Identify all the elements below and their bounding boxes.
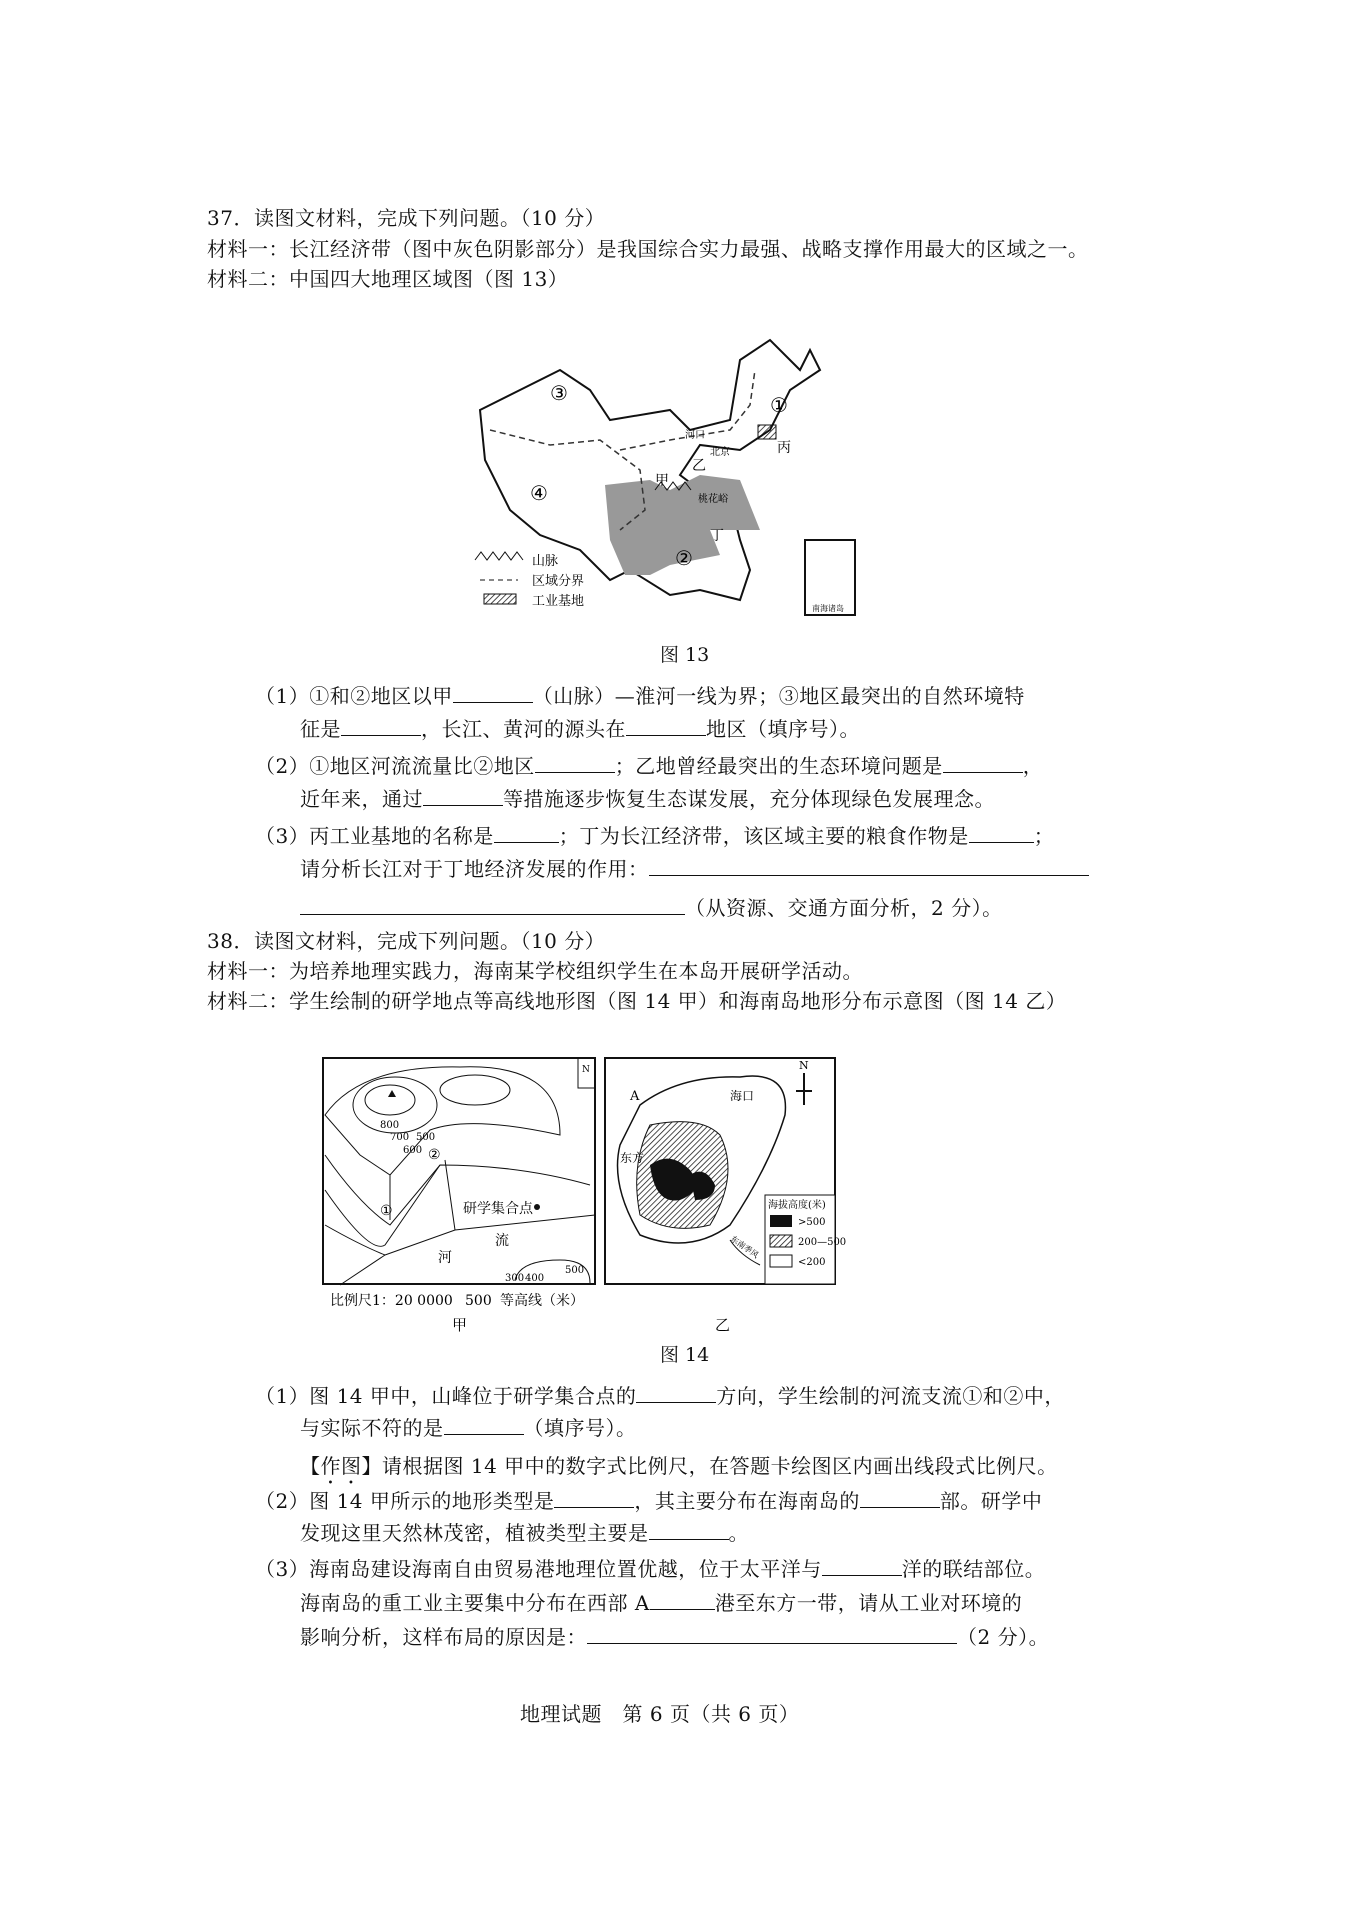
- label-jia: 甲: [655, 473, 669, 489]
- contour-label: 500: [565, 1265, 585, 1276]
- answer-blank[interactable]: [649, 1521, 729, 1540]
- answer-blank[interactable]: [300, 896, 685, 915]
- fig13-caption: 图 13: [660, 644, 710, 666]
- q38-material2: 材料二：学生绘制的研学地点等高线地形图（图 14 甲）和海南岛地形分布示意图（图 14 乙）: [207, 989, 1067, 1013]
- branch-2-label: ②: [428, 1147, 441, 1163]
- label-yi: 乙: [692, 458, 706, 474]
- q37-material1: 材料一：长江经济带（图中灰色阴影部分）是我国综合实力最强、战略支撑作用最大的区域之一。: [207, 237, 1089, 261]
- meeting-point-marker: [534, 1204, 540, 1210]
- q38-part3-line3: 影响分析，这样布局的原因是： （2 分）。: [300, 1625, 1050, 1649]
- legend-industrial: 工业基地: [532, 594, 585, 609]
- q37-part1-line1: （1）①和②地区以甲 （山脉）—淮河一线为界；③地区最突出的自然环境特: [255, 684, 1025, 708]
- contour-legend-value: 500: [465, 1293, 492, 1309]
- q38-part1-line1: （1）图 14 甲中，山峰位于研学集合点的 方向，学生绘制的河流支流①和②中，: [255, 1384, 1065, 1408]
- q37-material2: 材料二：中国四大地理区域图（图 13）: [207, 267, 569, 291]
- q38-title: 38．读图文材料，完成下列问题。（10 分）: [207, 929, 606, 953]
- north-arrow: N: [582, 1065, 590, 1075]
- scale-label: 比例尺1：20 0000: [330, 1293, 453, 1309]
- q38-part2-line2: 发现这里天然林茂密，植被类型主要是 。: [300, 1521, 749, 1545]
- dongfang-label: 东方: [620, 1151, 645, 1165]
- hainan-map-yi: [605, 1058, 846, 1334]
- page-footer: 地理试题 第 6 页（共 6 页）: [520, 1702, 800, 1726]
- answer-blank[interactable]: [423, 787, 503, 806]
- label-beijing: 北京: [710, 447, 730, 458]
- label-ding: 丁: [710, 528, 724, 544]
- haikou-label: 海口: [730, 1089, 755, 1103]
- answer-blank[interactable]: [453, 684, 533, 703]
- answer-blank[interactable]: [494, 824, 559, 843]
- sub-label-yi: 乙: [715, 1316, 731, 1334]
- q38-part2-line1: （2）图 14 甲所示的地形类型是 ，其主要分布在海南岛的 部。研学中: [255, 1489, 1043, 1513]
- legend-item: <200: [798, 1257, 826, 1268]
- legend-item: 200—500: [798, 1237, 847, 1248]
- answer-blank[interactable]: [444, 1416, 524, 1435]
- answer-blank[interactable]: [587, 1625, 957, 1644]
- q37-part3-line2: 请分析长江对于丁地经济发展的作用：: [300, 853, 1089, 882]
- legend-mountain: 山脉: [532, 554, 559, 569]
- north-arrow: N: [799, 1059, 809, 1072]
- answer-blank[interactable]: [341, 717, 421, 736]
- q38-material1: 材料一：为培养地理实践力，海南某学校组织学生在本岛开展研学活动。: [207, 959, 863, 983]
- contour-label: 400: [525, 1273, 545, 1284]
- china-regions-map: [470, 330, 890, 630]
- region-4-label: ④: [530, 481, 548, 505]
- branch-1-label: ①: [380, 1203, 393, 1219]
- figure-14: [320, 1055, 1020, 1355]
- region-3-label: ③: [550, 381, 568, 405]
- q37-part3-line3: （从资源、交通方面分析，2 分）。: [300, 892, 1003, 921]
- answer-blank[interactable]: [943, 754, 1023, 773]
- sub-label-jia: 甲: [452, 1316, 468, 1334]
- answer-blank[interactable]: [822, 1557, 902, 1576]
- contour-legend: 等高线（米）: [500, 1293, 584, 1309]
- q37-part1-line2: 征是 ，长江、黄河的源头在 地区（填序号）。: [300, 717, 860, 741]
- contour-map-jia: [323, 1058, 595, 1334]
- q37-part3-line1: （3）丙工业基地的名称是 ；丁为长江经济带，该区域主要的粮食作物是 ；: [255, 824, 1055, 848]
- contour-label: 300: [505, 1273, 525, 1284]
- answer-blank[interactable]: [969, 824, 1034, 843]
- answer-blank[interactable]: [650, 1591, 715, 1610]
- label-bing: 丙: [777, 440, 791, 456]
- legend-boundary: 区域分界: [532, 574, 585, 589]
- q38-part1-line2: 与实际不符的是 （填序号）。: [300, 1416, 637, 1440]
- contour-label: 600: [403, 1145, 423, 1156]
- region-1-label: ①: [770, 393, 788, 417]
- q38-draw-instruction: 【作图】请根据图 14 甲中的数字式比例尺，在答题卡绘图区内画出线段式比例尺。: [300, 1454, 1058, 1478]
- label-taohuayu: 桃花峪: [698, 494, 728, 505]
- q38-part3-line2: 海南岛的重工业主要集中分布在西部 A 港至东方一带，请从工业对环境的: [300, 1591, 1023, 1615]
- port-a-label: A: [630, 1089, 640, 1104]
- contour-label: 800: [380, 1120, 400, 1131]
- answer-blank[interactable]: [860, 1489, 940, 1508]
- legend-title: 海拔高度(米): [768, 1200, 826, 1211]
- contour-label: 700: [390, 1132, 410, 1143]
- answer-blank[interactable]: [636, 1384, 716, 1403]
- monsoon-label: 东南季风: [728, 1234, 761, 1260]
- fig14-caption: 图 14: [660, 1344, 710, 1366]
- q38-part3-line1: （3）海南岛建设海南自由贸易港地理位置优越，位于太平洋与 洋的联结部位。: [255, 1557, 1046, 1581]
- answer-blank[interactable]: [649, 857, 1089, 876]
- meeting-point-label: 研学集合点: [463, 1201, 533, 1217]
- contour-label: 500: [416, 1132, 436, 1143]
- answer-blank[interactable]: [626, 717, 706, 736]
- river-label: 流: [495, 1233, 509, 1249]
- q37-part2-line2: 近年来，通过 等措施逐步恢复生态谋发展，充分体现绿色发展理念。: [300, 787, 995, 811]
- answer-blank[interactable]: [554, 1489, 634, 1508]
- q37-part2-line1: （2）①地区河流流量比②地区 ；乙地曾经最突出的生态环境问题是 ，: [255, 754, 1044, 778]
- region-2-label: ②: [675, 546, 693, 570]
- label-hekou: 河口: [685, 430, 705, 441]
- legend-item: >500: [798, 1217, 826, 1228]
- answer-blank[interactable]: [535, 754, 615, 773]
- label-south-sea: 南海诸岛: [812, 604, 844, 613]
- river-label: 河: [438, 1250, 452, 1266]
- q37-title: 37．读图文材料，完成下列问题。（10 分）: [207, 206, 606, 230]
